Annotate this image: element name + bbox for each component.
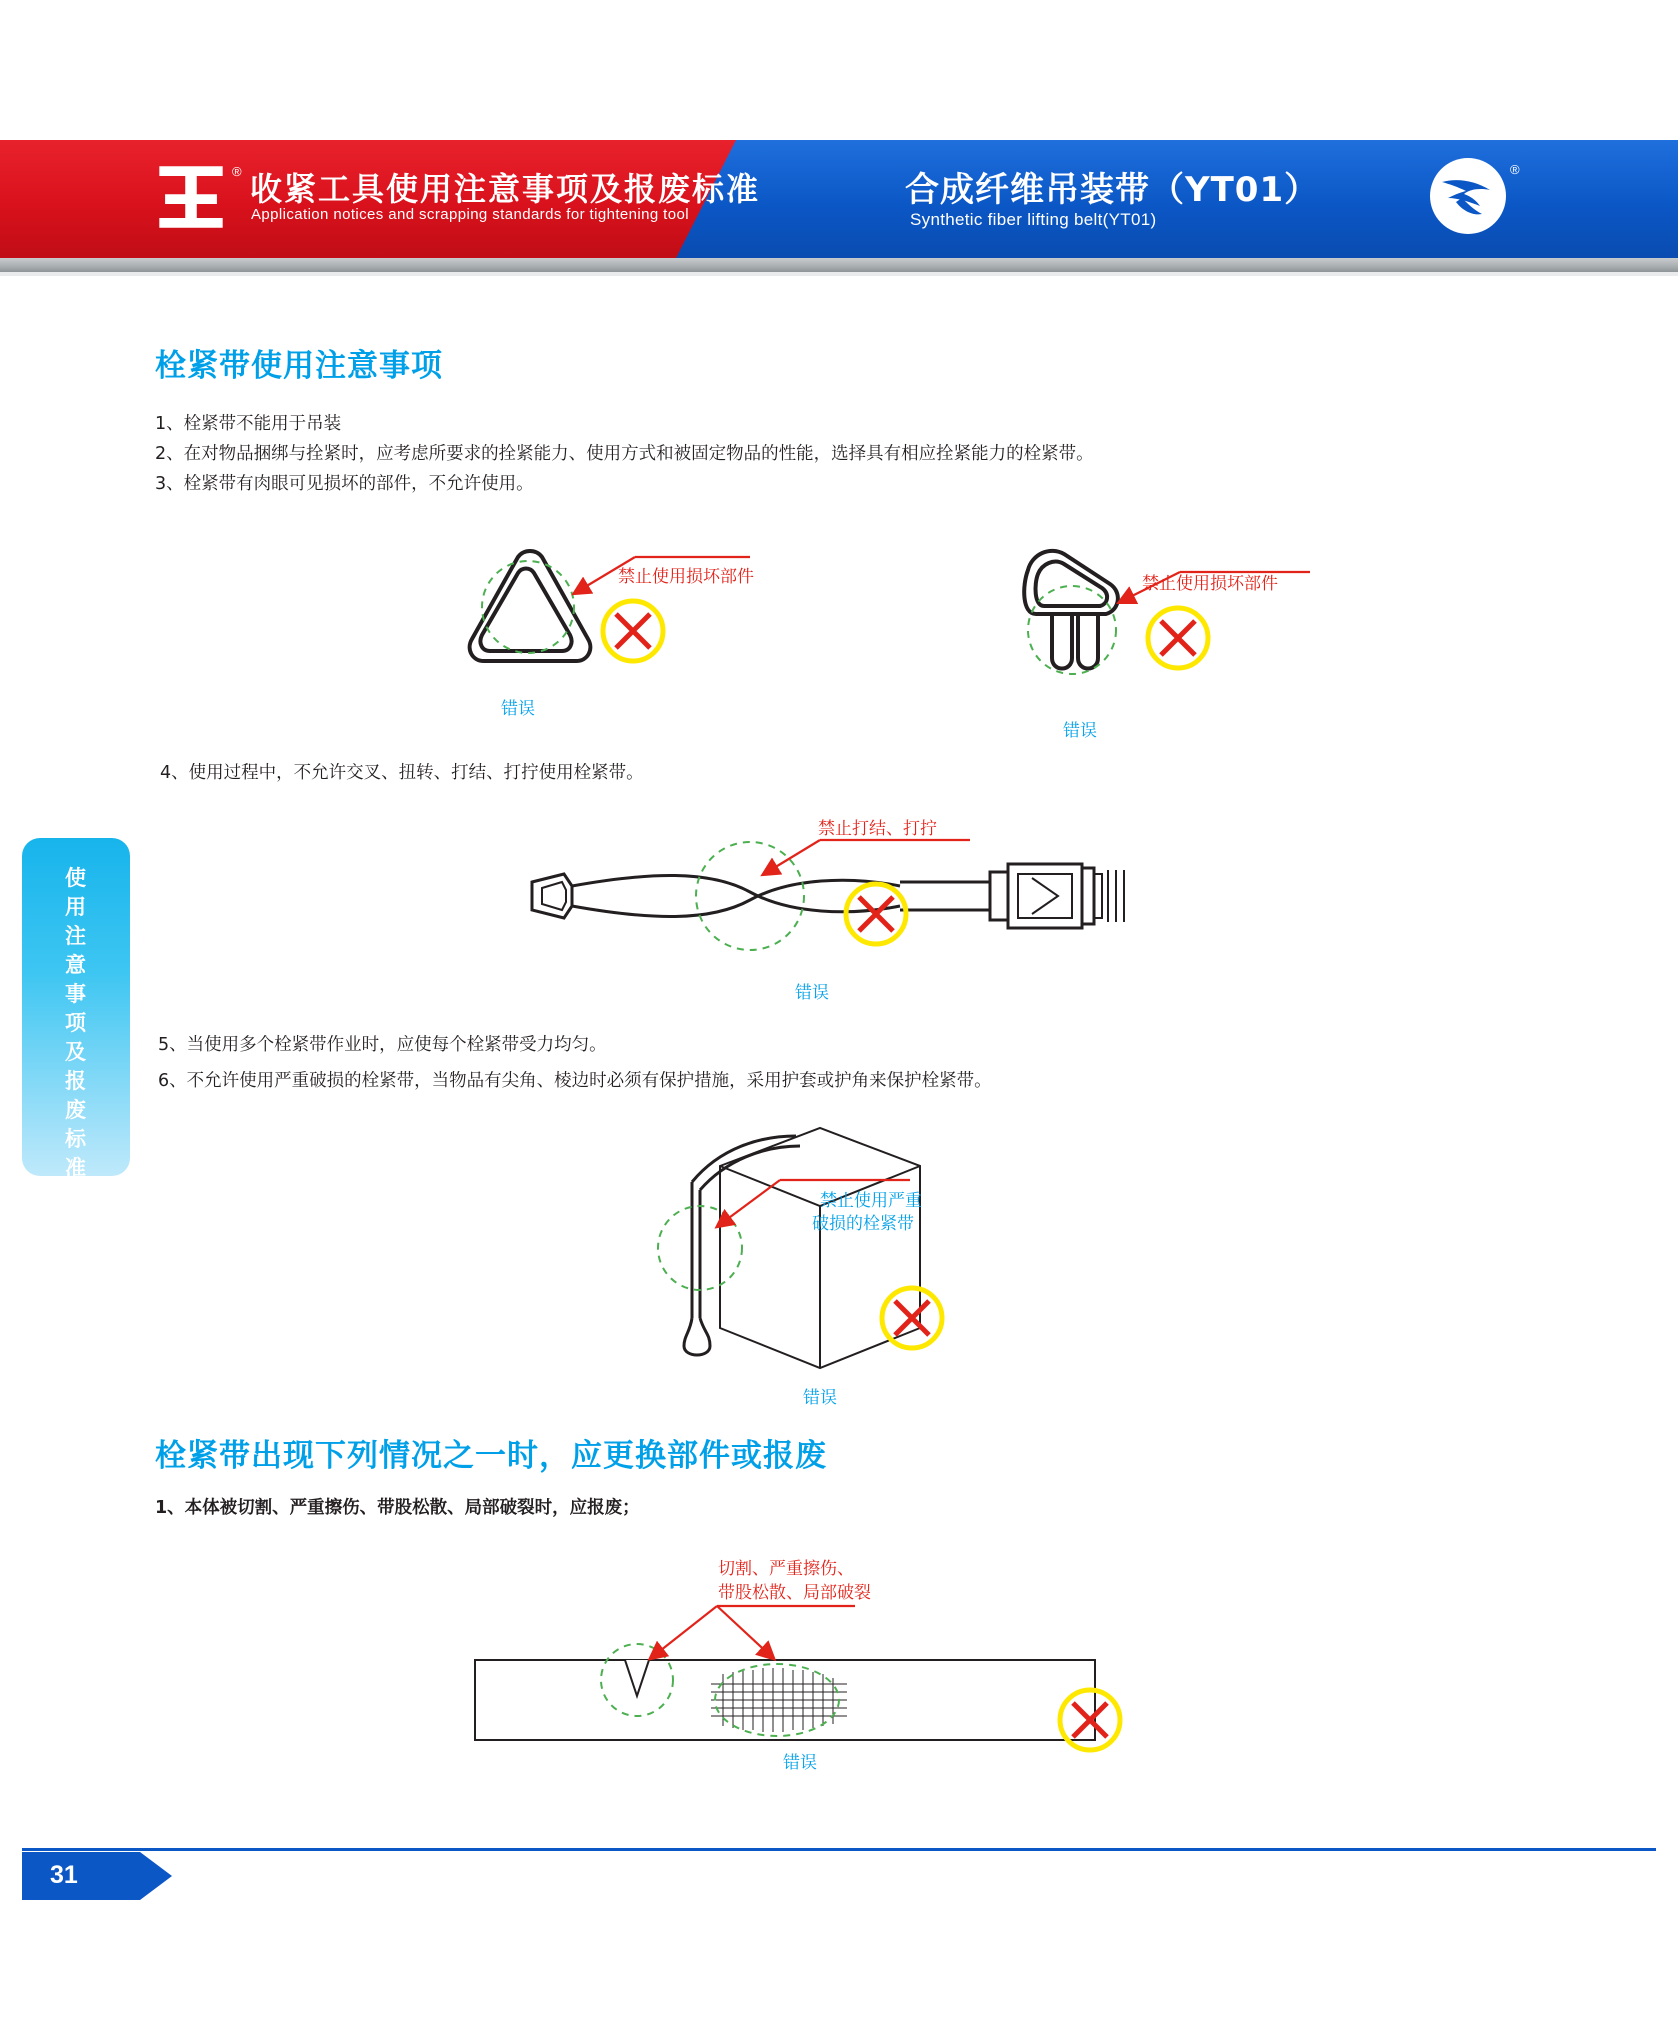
figure1-callout: 禁止使用损坏部件	[618, 567, 754, 587]
paragraph-1-2: 2、在对物品捆绑与拴紧时，应考虑所要求的拴紧能力、使用方式和被固定物品的性能，选择具有相应拴紧能力的栓紧带。	[155, 444, 1094, 464]
footer-divider	[22, 1848, 1656, 1851]
figure5-callout-line2: 带股松散、局部破裂	[718, 1583, 871, 1603]
figure4-callout-line2: 破损的栓紧带	[812, 1214, 914, 1234]
paragraph-1-4: 4、使用过程中，不允许交叉、扭转、打结、打拧使用栓紧带。	[160, 763, 644, 783]
header-right-title-cn: 合成纤维吊装带（YT01）	[905, 170, 1320, 210]
figure5-wrong-label: 错误	[783, 1753, 817, 1773]
header-left-title-cn: 收紧工具使用注意事项及报废标准	[250, 170, 761, 208]
paragraph-2-1: 1、本体被切割、严重擦伤、带股松散、局部破裂时，应报废；	[155, 1498, 640, 1518]
page-number-tag	[22, 1852, 172, 1900]
figure3-wrong-label: 错误	[795, 983, 829, 1003]
brand-registered-mark: ®	[1510, 162, 1520, 177]
paragraph-1-5: 5、当使用多个栓紧带作业时，应使每个栓紧带受力均匀。	[158, 1035, 607, 1055]
header-right-title-en: Synthetic fiber lifting belt(YT01)	[910, 210, 1157, 229]
figure-damaged-triangle-ring	[420, 535, 800, 715]
figure1-wrong-label: 错误	[501, 699, 535, 719]
paragraph-1-6: 6、不允许使用严重破损的栓紧带，当物品有尖角、棱边时必须有保护措施，采用护套或护角来保护栓紧带。	[158, 1071, 992, 1091]
paragraph-1-3: 3、栓紧带有肉眼可见损坏的部件，不允许使用。	[155, 474, 534, 494]
figure2-callout: 禁止使用损坏部件	[1142, 574, 1278, 594]
page-number: 31	[50, 1861, 78, 1889]
section-heading-2: 栓紧带出现下列情况之一时，应更换部件或报废	[155, 1438, 827, 1474]
figure4-wrong-label: 错误	[803, 1388, 837, 1408]
header-left-title-en: Application notices and scrapping standards for tightening tool	[251, 206, 689, 223]
logo-registered-mark: ®	[232, 164, 242, 179]
paragraph-1-1: 1、栓紧带不能用于吊装	[155, 414, 342, 434]
figure3-callout: 禁止打结、打拧	[818, 819, 937, 839]
figure5-callout-line1: 切割、严重擦伤、	[718, 1559, 854, 1579]
figure-damaged-hook-ring	[980, 530, 1360, 720]
section-heading-1: 栓紧带使用注意事项	[155, 348, 443, 384]
figure4-callout-line1: 禁止使用严重	[820, 1191, 922, 1211]
figure2-wrong-label: 错误	[1063, 721, 1097, 741]
figure-box-sharp-edge	[660, 1118, 1010, 1408]
side-tab-label: 使 用 注 意 事 项 及 报 废 标 准	[65, 866, 87, 1180]
